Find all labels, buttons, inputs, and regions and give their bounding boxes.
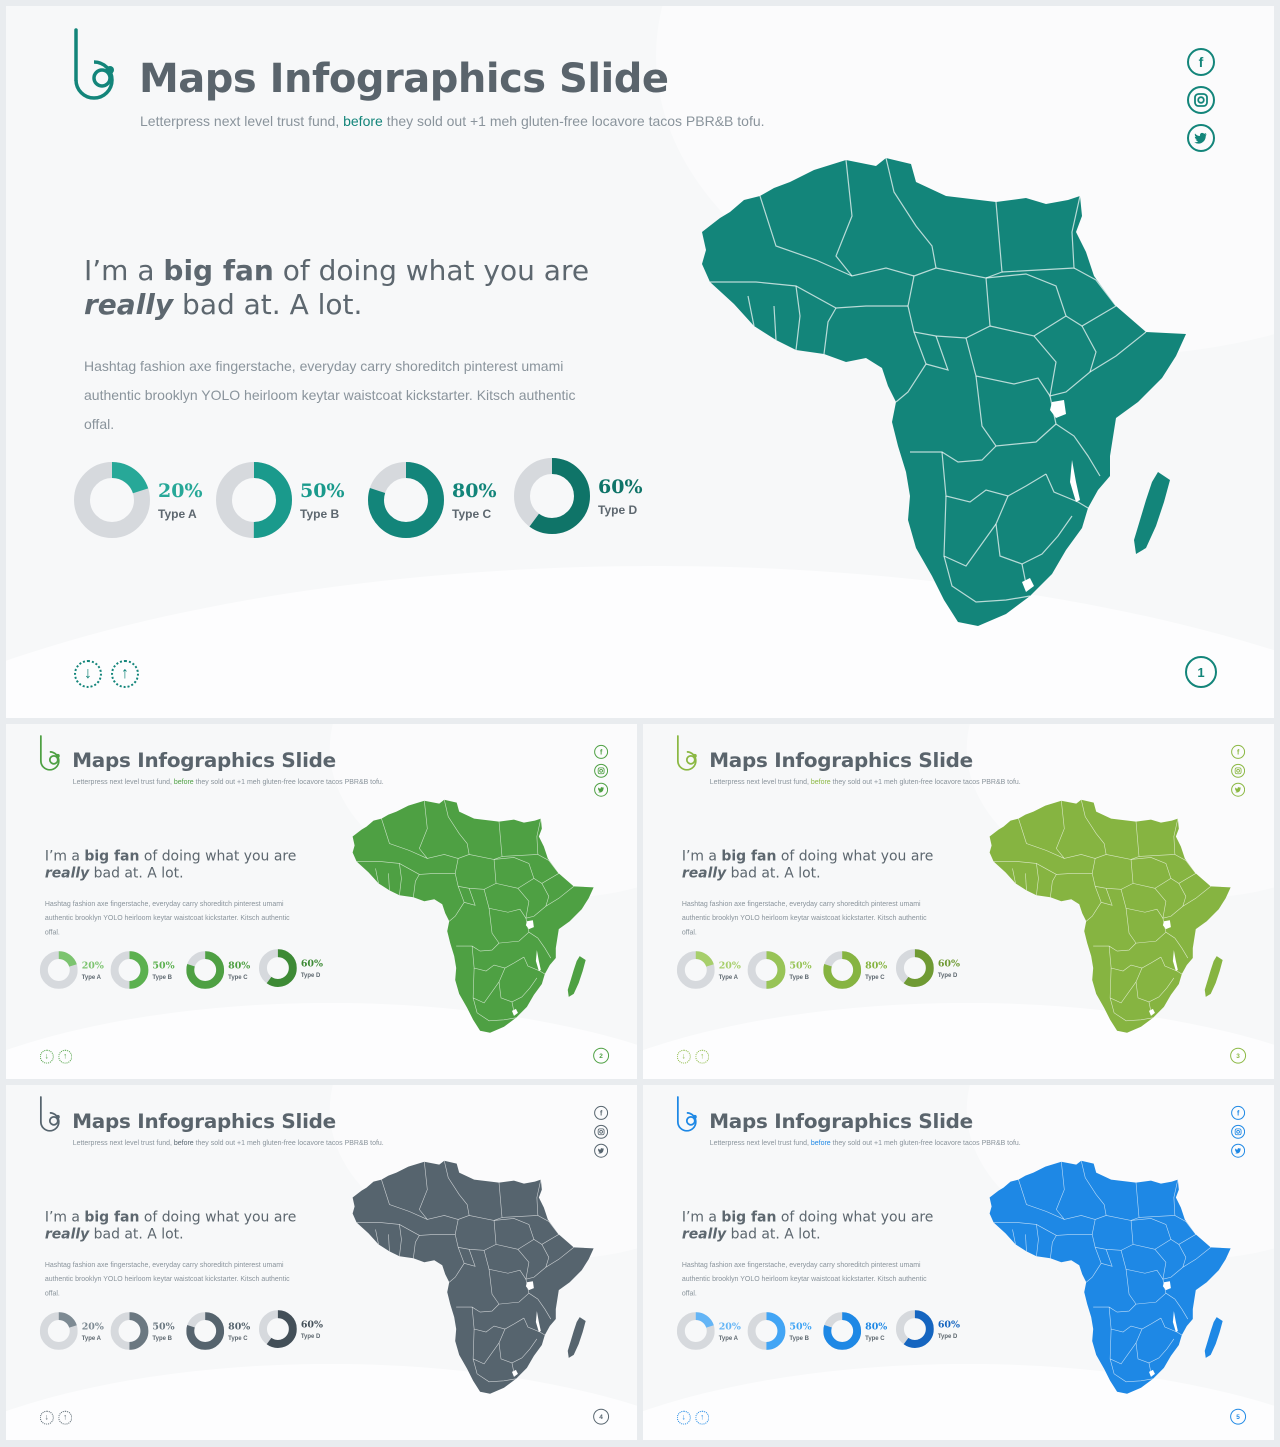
quote-heading (45, 1209, 297, 1243)
quote-part: bad at. A lot. (726, 864, 821, 881)
quote-part: bad at. A lot. (89, 864, 184, 881)
subtitle-text: Letterpress next level trust fund, (72, 777, 174, 786)
quote-bold: big fan (84, 847, 140, 864)
donut-chart (186, 1312, 224, 1350)
donut-chart (896, 1310, 934, 1348)
slide-title: Maps Infographics Slide (709, 748, 973, 772)
stat-type-label: Type B (152, 1334, 172, 1342)
subtitle-text: Letterpress next level trust fund, (140, 113, 344, 129)
quote-part: of doing what you are (139, 1208, 297, 1225)
subtitle-highlight: before (343, 113, 383, 129)
stat-type-label: Type B (789, 973, 809, 981)
quote-bold: big fan (721, 847, 777, 864)
quote-heading (84, 254, 589, 322)
slide-title: Maps Infographics Slide (72, 748, 336, 772)
donut-chart (216, 462, 292, 538)
quote-heading (45, 848, 297, 882)
quote-heading (682, 1209, 934, 1243)
stat-percent: 80% (865, 1321, 888, 1333)
quote-part: of doing what you are (139, 847, 297, 864)
brand-logo-icon (674, 1096, 700, 1132)
page-number[interactable]: 5 (1230, 1409, 1246, 1425)
stat-percent: 80% (452, 480, 497, 502)
quote-part: bad at. A lot. (89, 1225, 184, 1242)
facebook-icon[interactable]: f (1231, 745, 1245, 759)
stat-percent: 80% (865, 960, 888, 972)
twitter-icon[interactable] (1187, 124, 1215, 152)
twitter-icon[interactable] (594, 1144, 608, 1158)
quote-part: I’m a (84, 254, 164, 287)
stat-percent: 20% (718, 1321, 741, 1333)
donut-chart (111, 951, 149, 989)
subtitle-highlight: before (173, 1138, 194, 1147)
slide-subtitle (710, 1138, 1021, 1146)
quote-italic: really (44, 1225, 90, 1242)
brand-logo-icon (37, 1096, 63, 1132)
stat-type-label: Type C (452, 507, 492, 521)
body-paragraph: Hashtag fashion axe fingerstache, everyday carry shoreditch pinterest umami authentic brooklyn YOLO heirloom keytar waistcoat kickstarter. Kitsch authentic offal. (681, 899, 927, 937)
donut-chart (111, 1312, 149, 1350)
quote-part: bad at. A lot. (173, 288, 363, 321)
instagram-icon[interactable] (594, 764, 608, 778)
stat-type-label: Type A (718, 1334, 738, 1342)
stat-type-label: Type A (158, 507, 197, 521)
stat-percent: 60% (598, 476, 643, 498)
africa-map (987, 799, 1236, 1036)
stat-percent: 20% (81, 960, 104, 972)
slide-preview-5[interactable] (643, 1085, 1274, 1440)
slide-subtitle (73, 777, 384, 785)
donut-chart (40, 951, 78, 989)
stat-type-label: Type A (718, 973, 738, 981)
stat-percent: 60% (937, 958, 960, 970)
page-number[interactable]: 1 (1185, 656, 1217, 688)
donut-chart (186, 951, 224, 989)
brand-logo-icon (37, 735, 63, 771)
page-number[interactable]: 4 (593, 1409, 609, 1425)
stat-percent: 20% (158, 480, 203, 502)
donut-chart (748, 951, 786, 989)
slide-subtitle (140, 113, 765, 129)
arrow-down-icon[interactable]: ↓ (40, 1411, 54, 1425)
donut-chart (259, 949, 297, 987)
body-paragraph: Hashtag fashion axe fingerstache, everyday carry shoreditch pinterest umami authentic brooklyn YOLO heirloom keytar waistcoat kickstarter. Kitsch authentic offal. (84, 358, 576, 432)
quote-part: of doing what you are (273, 254, 590, 287)
facebook-icon[interactable]: f (1231, 1106, 1245, 1120)
africa-map (987, 1160, 1236, 1397)
slide-subtitle (710, 777, 1021, 785)
stat-percent: 50% (152, 1321, 175, 1333)
stat-percent: 60% (300, 1319, 323, 1331)
stat-percent: 50% (789, 960, 812, 972)
arrow-up-icon[interactable]: ↑ (58, 1411, 72, 1425)
donut-chart (514, 458, 590, 534)
body-paragraph: Hashtag fashion axe fingerstache, everyday carry shoreditch pinterest umami authentic brooklyn YOLO heirloom keytar waistcoat kickstarter. Kitsch authentic offal. (44, 1260, 290, 1298)
quote-part: of doing what you are (776, 847, 934, 864)
stat-percent: 60% (937, 1319, 960, 1331)
quote-italic: really (44, 864, 90, 881)
body-paragraph: Hashtag fashion axe fingerstache, everyday carry shoreditch pinterest umami authentic brooklyn YOLO heirloom keytar waistcoat kickstarter. Kitsch authentic offal. (44, 899, 290, 937)
arrow-down-icon[interactable]: ↓ (40, 1050, 54, 1064)
instagram-icon[interactable] (1231, 764, 1245, 778)
stat-percent: 80% (228, 1321, 251, 1333)
stat-type-label: Type C (865, 1334, 885, 1342)
arrow-down-icon[interactable]: ↓ (677, 1411, 691, 1425)
africa-map (696, 156, 1196, 631)
africa-map (350, 799, 599, 1036)
stat-percent: 50% (152, 960, 175, 972)
subtitle-highlight: before (173, 777, 194, 786)
stat-type-label: Type B (789, 1334, 809, 1342)
arrow-down-icon[interactable]: ↓ (677, 1050, 691, 1064)
subtitle-text-rest: they sold out +1 meh gluten-free locavore tacos PBR&B tofu. (830, 1138, 1021, 1147)
instagram-icon[interactable] (594, 1125, 608, 1139)
donut-chart (259, 1310, 297, 1348)
twitter-icon[interactable] (1231, 783, 1245, 797)
subtitle-text-rest: they sold out +1 meh gluten-free locavore tacos PBR&B tofu. (193, 1138, 384, 1147)
quote-bold: big fan (721, 1208, 777, 1225)
stat-percent: 80% (228, 960, 251, 972)
stat-type-label: Type C (228, 973, 248, 981)
twitter-icon[interactable] (1231, 1144, 1245, 1158)
quote-italic: really (681, 1225, 727, 1242)
subtitle-text: Letterpress next level trust fund, (709, 1138, 811, 1147)
twitter-icon[interactable] (594, 783, 608, 797)
slide-preview-3[interactable] (643, 724, 1274, 1079)
subtitle-highlight: before (810, 777, 831, 786)
donut-chart (823, 951, 861, 989)
quote-part: I’m a (681, 847, 722, 864)
slide-preview-4[interactable] (6, 1085, 637, 1440)
stat-type-label: Type D (300, 1332, 321, 1340)
quote-part: I’m a (44, 847, 85, 864)
stat-percent: 60% (300, 958, 323, 970)
subtitle-text-rest: they sold out +1 meh gluten-free locavore tacos PBR&B tofu. (830, 777, 1021, 786)
subtitle-highlight: before (810, 1138, 831, 1147)
quote-part: of doing what you are (776, 1208, 934, 1225)
donut-chart (368, 462, 444, 538)
stat-type-label: Type D (937, 1332, 958, 1340)
slide-title: Maps Infographics Slide (709, 1109, 973, 1133)
stat-type-label: Type D (598, 503, 638, 517)
stat-type-label: Type B (152, 973, 172, 981)
slide-title: Maps Infographics Slide (139, 56, 669, 102)
arrow-up-icon[interactable]: ↑ (111, 660, 139, 688)
stat-percent: 50% (789, 1321, 812, 1333)
arrow-up-icon[interactable]: ↑ (695, 1050, 709, 1064)
facebook-icon[interactable]: f (1187, 48, 1215, 76)
quote-italic: really (681, 864, 727, 881)
subtitle-text: Letterpress next level trust fund, (72, 1138, 174, 1147)
arrow-down-icon[interactable]: ↓ (74, 660, 102, 688)
slide-subtitle (73, 1138, 384, 1146)
brand-logo-icon (68, 28, 120, 100)
donut-chart (748, 1312, 786, 1350)
arrow-up-icon[interactable]: ↑ (58, 1050, 72, 1064)
slide-preview-1[interactable] (6, 6, 1274, 718)
facebook-icon[interactable]: f (594, 1106, 608, 1120)
page-number[interactable]: 3 (1230, 1048, 1246, 1064)
stat-percent: 20% (718, 960, 741, 972)
quote-part: I’m a (681, 1208, 722, 1225)
brand-logo-icon (674, 735, 700, 771)
page-number[interactable]: 2 (593, 1048, 609, 1064)
stat-type-label: Type C (865, 973, 885, 981)
arrow-up-icon[interactable]: ↑ (695, 1411, 709, 1425)
donut-chart (823, 1312, 861, 1350)
instagram-icon[interactable] (1231, 1125, 1245, 1139)
stat-type-label: Type C (228, 1334, 248, 1342)
quote-part: bad at. A lot. (726, 1225, 821, 1242)
quote-heading (682, 848, 934, 882)
donut-chart (40, 1312, 78, 1350)
subtitle-text: Letterpress next level trust fund, (709, 777, 811, 786)
stat-type-label: Type D (300, 971, 321, 979)
quote-italic: really (84, 288, 174, 321)
slide-title: Maps Infographics Slide (72, 1109, 336, 1133)
facebook-icon[interactable]: f (594, 745, 608, 759)
quote-part: I’m a (44, 1208, 85, 1225)
quote-bold: big fan (163, 254, 274, 287)
stat-type-label: Type A (81, 973, 101, 981)
stat-type-label: Type D (937, 971, 958, 979)
instagram-icon[interactable] (1187, 86, 1215, 114)
donut-chart (896, 949, 934, 987)
donut-chart (74, 462, 150, 538)
quote-bold: big fan (84, 1208, 140, 1225)
stat-type-label: Type B (300, 507, 340, 521)
donut-chart (677, 951, 715, 989)
donut-chart (677, 1312, 715, 1350)
subtitle-text-rest: they sold out +1 meh gluten-free locavore tacos PBR&B tofu. (382, 113, 765, 129)
slide-preview-2[interactable] (6, 724, 637, 1079)
stat-type-label: Type A (81, 1334, 101, 1342)
stat-percent: 20% (81, 1321, 104, 1333)
africa-map (350, 1160, 599, 1397)
body-paragraph: Hashtag fashion axe fingerstache, everyday carry shoreditch pinterest umami authentic brooklyn YOLO heirloom keytar waistcoat kickstarter. Kitsch authentic offal. (681, 1260, 927, 1298)
stat-percent: 50% (300, 480, 345, 502)
subtitle-text-rest: they sold out +1 meh gluten-free locavore tacos PBR&B tofu. (193, 777, 384, 786)
